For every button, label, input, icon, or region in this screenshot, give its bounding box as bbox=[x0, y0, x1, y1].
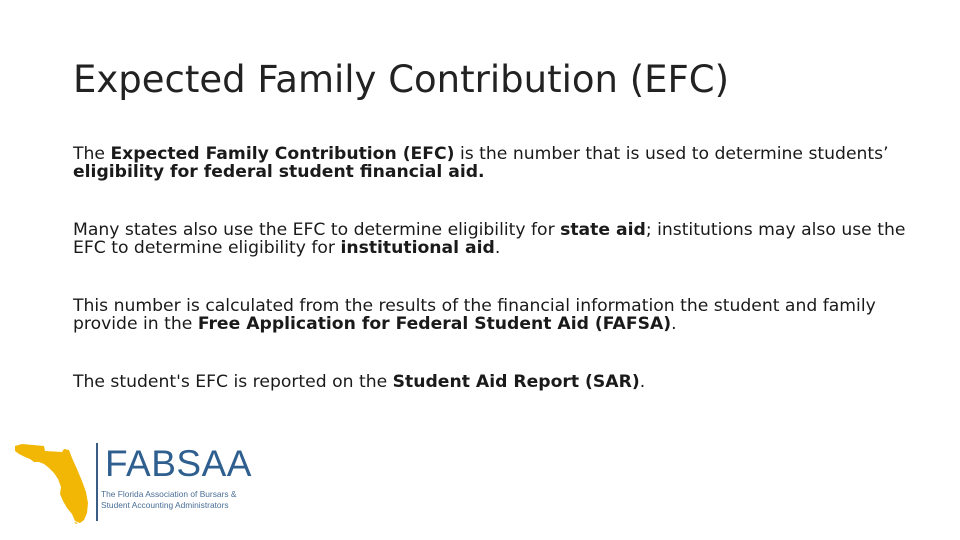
text: This number is calculated from the results of the financial information the student and family provide in the bbox=[73, 296, 876, 334]
text: Many states also use the EFC to determine eligibility for bbox=[73, 220, 561, 240]
text: . bbox=[639, 372, 646, 392]
logo-tagline bbox=[101, 489, 236, 510]
slide-title: Expected Family Contribution (EFC) bbox=[73, 58, 730, 101]
text: The bbox=[73, 144, 111, 164]
slide-body bbox=[73, 145, 913, 391]
bold-sar: Student Aid Report (SAR) bbox=[392, 372, 640, 392]
paragraph-sar bbox=[73, 373, 913, 391]
bold-federal-eligibility: eligibility for federal student financial aid. bbox=[73, 162, 485, 182]
bold-institutional-aid: institutional aid bbox=[340, 238, 495, 258]
bold-state-aid: state aid bbox=[560, 220, 646, 240]
logo-tagline-line2: Student Accounting Administrators bbox=[101, 499, 229, 510]
logo-tagline-line1: The Florida Association of Bursars & bbox=[101, 489, 237, 499]
paragraph-state-institutional-aid bbox=[73, 221, 913, 257]
paragraph-efc-definition bbox=[73, 145, 913, 181]
bold-fafsa: Free Application for Federal Student Aid (FAFSA) bbox=[197, 314, 672, 334]
text: . bbox=[494, 238, 501, 258]
fabsaa-logo bbox=[14, 440, 274, 525]
paragraph-fafsa bbox=[73, 297, 913, 333]
text: is the number that is used to determine students’ bbox=[454, 144, 889, 164]
logo-divider bbox=[96, 443, 98, 521]
florida-state-icon bbox=[14, 442, 92, 524]
text: . bbox=[671, 314, 677, 334]
bold-term-efc: Expected Family Contribution (EFC) bbox=[110, 144, 455, 164]
logo-wordmark: FABSAA bbox=[105, 443, 252, 484]
text: The student's EFC is reported on the bbox=[73, 372, 393, 392]
text: ; institutions may also use the EFC to determine eligibility for bbox=[73, 220, 906, 258]
